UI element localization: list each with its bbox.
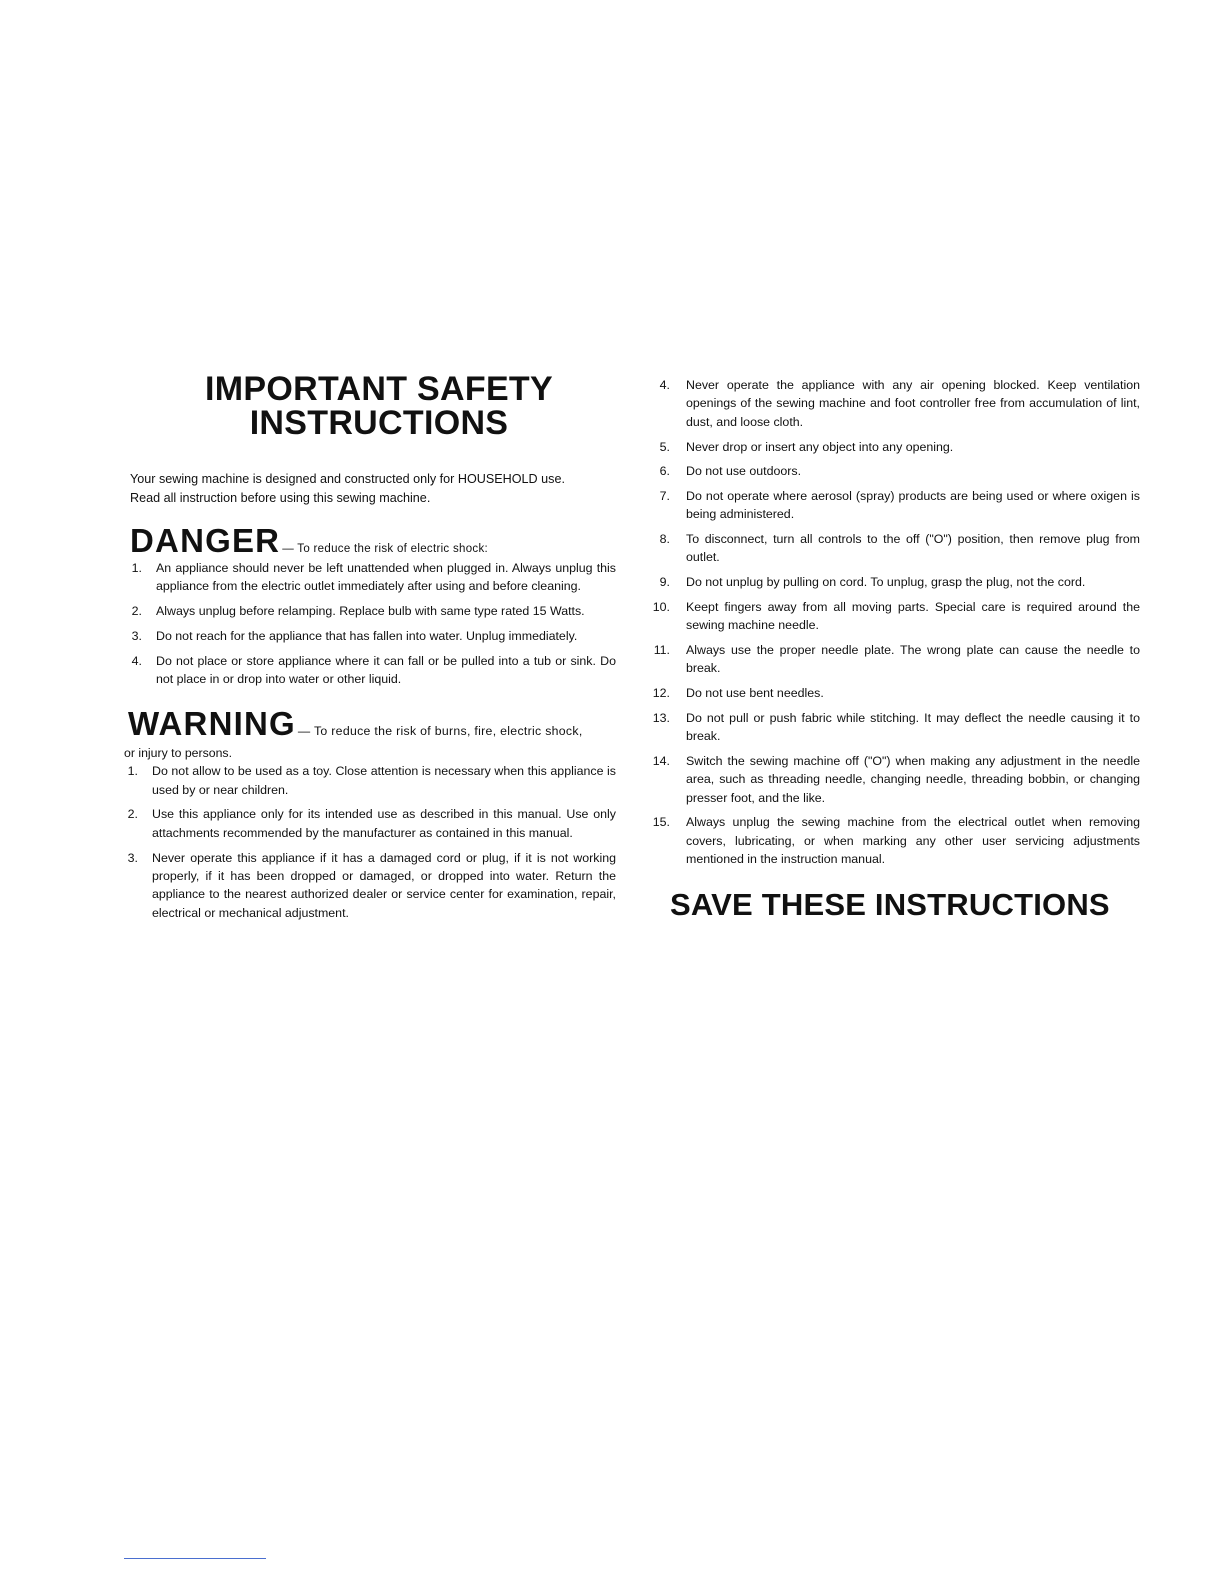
list-item-text: Do not use outdoors. <box>686 464 802 479</box>
list-item <box>124 849 616 923</box>
list-item-number: 1. <box>131 561 142 575</box>
list-item <box>124 627 616 645</box>
list-item-text: Do not use bent needles. <box>686 686 824 701</box>
continued-warning-list <box>650 376 1140 869</box>
warning-list <box>124 762 616 922</box>
warning-lead-continued: or injury to persons. <box>124 746 232 761</box>
list-item-number: 7. <box>659 488 670 503</box>
left-column <box>124 372 616 928</box>
list-item-number: 2. <box>127 807 138 822</box>
list-item-text: Use this appliance only for its intended use as described in this manual. Use only attachments recommended by the manufacturer as contained in this manual. <box>152 807 616 840</box>
list-item-text: Never operate this appliance if it has a damaged cord or plug, if it is not working properly, if it has been dropped or damaged, or dropped into water. Return the appliance to the nearest authorized dealer or service center for examination, repair, electrical or mechanical adjustment. <box>152 850 616 920</box>
list-item-number: 10. <box>652 599 670 614</box>
page-title-line-2: INSTRUCTIONS <box>249 404 509 442</box>
danger-lead: — To reduce the risk of electric shock: <box>282 543 489 555</box>
list-item-number: 15. <box>652 815 670 830</box>
list-item-number: 6. <box>659 464 670 479</box>
list-item <box>650 752 1140 807</box>
list-item-text: To disconnect, turn all controls to the off ("O") position, then remove plug from outlet. <box>686 532 1140 565</box>
intro-line-1: Your sewing machine is designed and constructed only for HOUSEHOLD use. <box>130 472 565 486</box>
list-item-text: Always use the proper needle plate. The wrong plate can cause the needle to break. <box>686 642 1140 676</box>
list-item-text: Always unplug the sewing machine from the electrical outlet when removing covers, lubricating, or when marking any other user servicing adjustments mentioned in the instruction manual. <box>686 815 1140 867</box>
warning-heading <box>128 706 616 742</box>
list-item <box>124 762 616 799</box>
list-item-text: Do not operate where aerosol (spray) products are being used or where oxigen is being administered. <box>686 488 1140 522</box>
list-item <box>650 462 1140 480</box>
list-item <box>650 438 1140 456</box>
list-item <box>650 709 1140 746</box>
list-item <box>650 530 1140 567</box>
list-item-text: Do not place or store appliance where it can fall or be pulled into a tub or sink. Do not place in or drop into water or other liquid. <box>156 653 616 686</box>
list-item <box>124 652 616 689</box>
list-item <box>650 487 1140 524</box>
list-item-number: 13. <box>652 710 670 725</box>
list-item <box>650 573 1140 591</box>
list-item-text: Never operate the appliance with any air opening blocked. Keep ventilation openings of the sewing machine and foot controller free from accumulation of lint, dust, and loose cloth. <box>686 378 1140 429</box>
list-item-number: 8. <box>659 532 670 547</box>
list-item <box>650 813 1140 868</box>
save-instructions-heading: SAVE THESE INSTRUCTIONS <box>670 886 1110 922</box>
danger-list <box>124 559 616 688</box>
warning-lead: — To reduce the risk of burns, fire, electric shock, <box>297 724 583 739</box>
list-item <box>124 559 616 596</box>
list-item <box>124 805 616 842</box>
list-item-number: 14. <box>652 753 670 768</box>
warning-word: WARNING <box>128 705 296 743</box>
list-item-text: Do not pull or push fabric while stitching. It may deflect the needle causing it to break. <box>686 710 1140 744</box>
list-item-text: Never drop or insert any object into any opening. <box>686 439 954 454</box>
list-item <box>650 641 1140 678</box>
list-item-text: Do not reach for the appliance that has fallen into water. Unplug immediately. <box>156 628 578 643</box>
list-item-number: 9. <box>659 575 670 590</box>
list-item-text: Do not allow to be used as a toy. Close attention is necessary when this appliance is used by or near children. <box>152 764 616 797</box>
right-column <box>650 376 1140 923</box>
list-item-number: 4. <box>659 378 670 392</box>
list-item-number: 2. <box>131 604 142 619</box>
list-item-number: 5. <box>659 439 670 454</box>
danger-heading <box>130 523 616 559</box>
list-item <box>650 684 1140 702</box>
list-item <box>124 602 616 620</box>
intro-paragraph <box>130 470 616 507</box>
list-item-number: 3. <box>127 850 138 865</box>
page-title <box>164 372 594 440</box>
page-title-line-1: IMPORTANT SAFETY <box>205 370 553 408</box>
list-item-number: 4. <box>131 653 142 668</box>
list-item-text: An appliance should never be left unattended when plugged in. Always unplug this appliance from the electric outlet immediately after using and before cleaning. <box>156 561 616 594</box>
list-item-text: Switch the sewing machine off ("O") when making any adjustment in the needle area, such as threading needle, changing needle, threading bobbin, or changing presser foot, and the like. <box>686 753 1140 805</box>
list-item <box>650 376 1140 431</box>
list-item-text: Keept fingers away from all moving parts. Special care is required around the sewing machine needle. <box>686 599 1140 633</box>
footer-rule <box>124 1558 266 1559</box>
list-item-number: 3. <box>131 628 142 643</box>
list-item-number: 11. <box>653 642 670 657</box>
list-item-text: Always unplug before relamping. Replace bulb with same type rated 15 Watts. <box>156 604 585 619</box>
list-item-number: 12. <box>652 686 670 701</box>
danger-word: DANGER <box>130 522 281 559</box>
intro-line-2: Read all instruction before using this sewing machine. <box>130 490 431 505</box>
list-item-text: Do not unplug by pulling on cord. To unplug, grasp the plug, not the cord. <box>686 575 1086 590</box>
list-item-number: 1. <box>127 764 138 779</box>
list-item <box>650 598 1140 635</box>
